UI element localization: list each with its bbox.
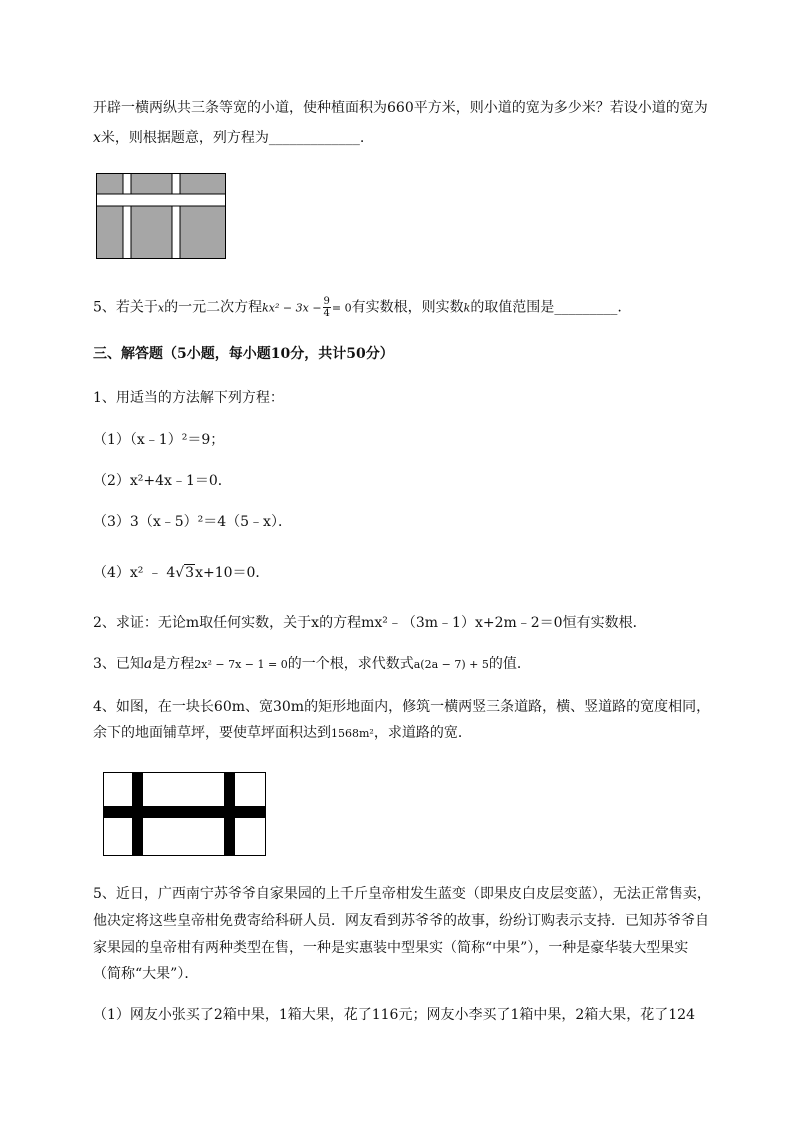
problem-2: 2、求证：无论m取任何实数，关于x的方程mx²﹣（3m﹣1）x+2m﹣2＝0恒有实数根． xyxy=(93,615,647,631)
equation-4 xyxy=(93,563,269,583)
p3-mid: 是方程 xyxy=(152,656,195,672)
q5-mid: 的一元二次方程 xyxy=(164,299,263,316)
q4-line-1: 开辟一横两纵共三条等宽的小道，使种植面积为660平方米，则小道的宽为多少米？若设小道的宽为 xyxy=(93,100,708,116)
horizontal-road xyxy=(103,806,266,818)
q5-line xyxy=(93,296,622,319)
answer-blank: _________. xyxy=(554,299,622,316)
horizontal-path xyxy=(97,194,225,206)
eq4-pre: （4）x² ﹣ 4 xyxy=(93,565,176,581)
problem-5-line-1: 5、近日，广西南宁苏爷爷自家果园的上千斤皇帝柑发生蓝变（即果皮白皮层变蓝），无法正常售卖， xyxy=(93,886,711,902)
var-a: a xyxy=(143,656,153,672)
p4-pre: 余下的地面铺草坪，要使草坪面积达到 xyxy=(93,725,331,741)
var-k: k xyxy=(463,301,471,315)
vertical-path-left xyxy=(123,174,131,258)
q4-line-2 xyxy=(93,128,364,148)
problem-5-line-2: 他决定将这些皇帝柑免费寄给科研人员．网友看到苏爷爷的故事，纷纷订购表示支持．已知苏爷爷自 xyxy=(93,913,709,929)
section-heading: 三、解答题（5小题，每小题10分，共计50分） xyxy=(93,346,394,362)
p3-post: 的值． xyxy=(488,656,531,672)
equation-1: （1）（x﹣1）²＝9； xyxy=(93,432,225,448)
garden-plot xyxy=(97,174,226,259)
var-x: x xyxy=(157,301,165,315)
answer-blank: _____________. xyxy=(268,130,365,146)
problem-5-line-4: （简称“大果”）． xyxy=(93,966,199,982)
q5-prefix: 5、若关于 xyxy=(93,299,158,316)
problem-1-intro: 1、用适当的方法解下列方程： xyxy=(93,390,284,406)
equation-right: = 0 xyxy=(331,301,352,315)
sqrt-radicand: 3 xyxy=(185,565,195,581)
q5-suffix: 的取值范围是 xyxy=(470,299,555,316)
q4-line-2-text: 米，则根据题意，列方程为 xyxy=(100,130,269,146)
problem-4-line-2 xyxy=(93,723,472,744)
var-x: x xyxy=(93,130,101,146)
road-figure xyxy=(103,772,266,856)
equation-2: （2）x²+4x﹣1＝0． xyxy=(93,473,232,489)
vertical-path-right xyxy=(172,174,180,258)
problem-3 xyxy=(93,654,531,675)
problem-4-line-1: 4、如图，在一块长60m、宽30m的矩形地面内，修筑一横两竖三条道路，横、竖道路的宽度相同， xyxy=(93,699,711,715)
p3-expression: a(2a − 7) + 5 xyxy=(413,658,489,671)
p3-pre: 3、已知 xyxy=(93,656,144,672)
garden-path-figure xyxy=(96,173,226,259)
p3-equation: 2x² − 7x − 1 = 0 xyxy=(194,658,288,671)
eq4-post: x+10＝0． xyxy=(195,565,270,581)
equation-3: （3）3（x﹣5）²＝4（5﹣x）． xyxy=(93,514,292,530)
p3-mid2: 的一个根，求代数式 xyxy=(287,656,414,672)
problem-5-line-3: 家果园的皇帝柑有两种类型在售，一种是实惠装中型果实（简称“中果”），一种是豪华装大型果实 xyxy=(93,940,689,956)
q5-mid2: 有实数根，则实数 xyxy=(351,299,464,316)
fraction-nine-quarters: $\frac{9}{4}$ xyxy=(323,296,330,319)
sqrt-symbol: √ xyxy=(175,565,185,581)
equation-left: kx² − 3x − xyxy=(262,301,322,315)
vertical-road-left xyxy=(132,772,143,856)
p4-area: 1568m² xyxy=(331,727,374,740)
problem-5-line-5: （1）网友小张买了2箱中果，1箱大果，花了116元；网友小李买了1箱中果，2箱大果，花了124 xyxy=(93,1007,695,1023)
p4-post: ，求道路的宽． xyxy=(373,725,472,741)
vertical-road-right xyxy=(224,772,235,856)
